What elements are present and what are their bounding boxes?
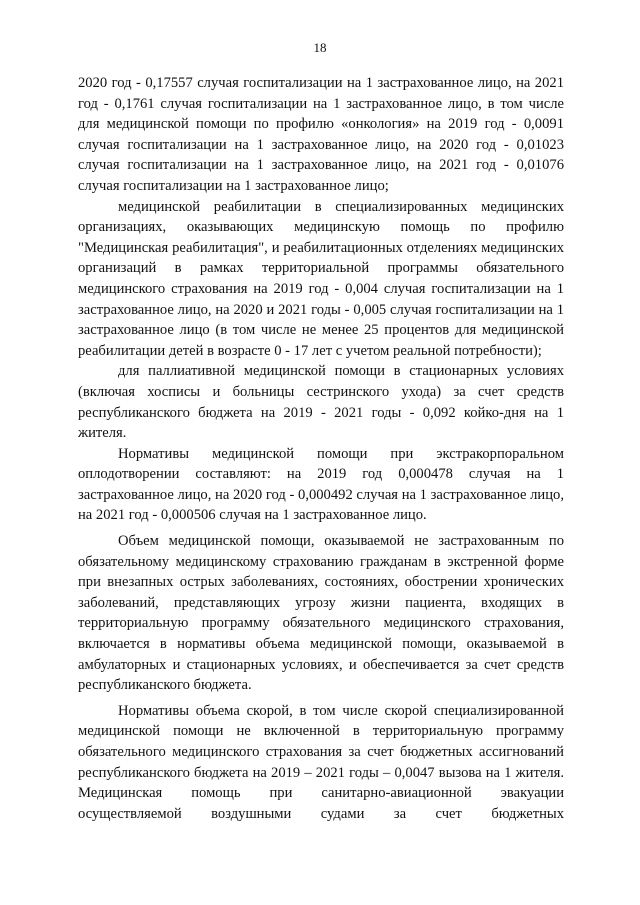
paragraph-hospitalization-continued: 2020 год - 0,17557 случая госпитализации на 1 застрахованное лицо, на 2021 год - 0,1761 случая госпитализации на 1 застрахованное лицо, в том числе для медицинской помощи по профилю «онкология» на 2019 год - 0,0091 случая госпитализации на 1 застрахованное лицо, на 2020 год - 0,01023 случая госпитализации на 1 застрахованное лицо, на 2021 год - 0,01076 случая госпитализации на 1 застрахованное лицо; <box>78 75 564 194</box>
paragraph-ivf-norms: Нормативы медицинской помощи при экстракорпоральном оплодотворении составляют: на 2019 год 0,000478 случая на 1 застрахованное лицо, на 2020 год - 0,000492 случая на 1 застрахованное лицо, на 2021 год - 0,000506 случая на 1 застрахованное лицо. <box>78 445 564 524</box>
page-number: 18 <box>313 40 327 55</box>
paragraph-palliative-care: для паллиативной медицинской помощи в стационарных условиях (включая хосписы и больницы сестринского ухода) за счет средств республиканского бюджета на 2019 - 2021 годы - 0,092 койко-дня на 1 жителя. <box>78 363 564 442</box>
paragraph-ambulance-norms: Нормативы объема скорой, в том числе скорой специализированной медицинской помощи не включенной в территориальную программу обязательного медицинского страхования за счет бюджетных ассигнований республиканского бюджета на 2019 – 2021 годы – 0,0047 вызова на 1 жителя. Медицинская помощь при санитарно-авиационной эвакуации осуществляемой воздушными судами за счет бюджетных <box>78 702 564 822</box>
document-body <box>78 73 564 824</box>
paragraph-uninsured-care: Объем медицинской помощи, оказываемой не застрахованным по обязательному медицинскому страхованию гражданам в экстренной форме при внезапных острых заболеваниях, состояниях, обострении хронических заболеваний, представляющих угрозу жизни пациента, входящих в территориальную программу обязательного медицинского страхования, включается в нормативы объема медицинской помощи, оказываемой в амбулаторных и стационарных условиях, и обеспечивается за счет средств республиканского бюджета. <box>78 533 564 694</box>
paragraph-medical-rehabilitation: медицинской реабилитации в специализированных медицинских организациях, оказывающих медицинскую помощь по профилю "Медицинская реабилитация", и реабилитационных отделениях медицинских организаций в рамках территориальной программы обязательного медицинского страхования на 2019 год - 0,004 случая госпитализации на 1 застрахованное лицо, на 2020 и 2021 годы - 0,005 случая госпитализации на 1 застрахованное лицо (в том числе не менее 25 процентов для медицинской реабилитации детей в возрасте 0 - 17 лет с учетом реальной потребности); <box>78 198 564 359</box>
